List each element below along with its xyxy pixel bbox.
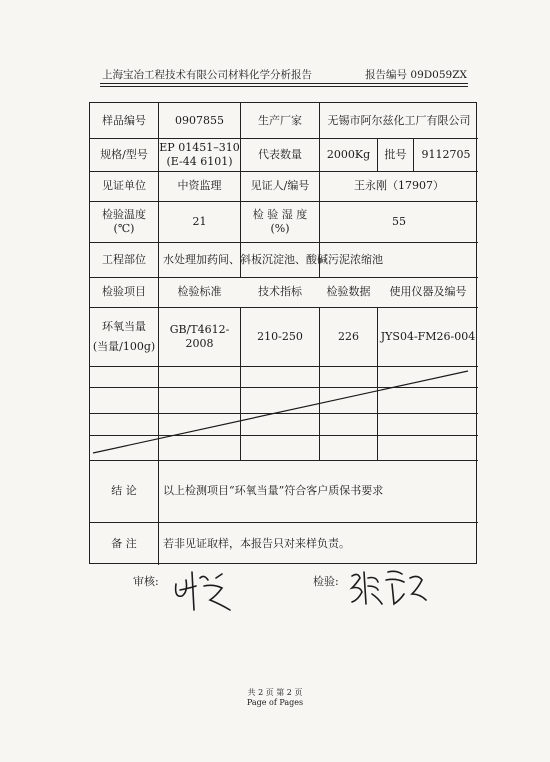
header-instrument: 使用仪器及编号 (389, 285, 467, 298)
header-test-data: 检验数据 (326, 285, 371, 298)
value-quantity: 2000Kg (326, 147, 371, 161)
company-title: 上海宝冶工程技术有限公司材料化学分析报告 (102, 69, 312, 81)
label-project-location: 工程部位 (102, 252, 146, 266)
report-table (89, 102, 477, 564)
page-count: 共 2 页 第 2 页 (247, 688, 303, 697)
label-quantity: 代表数量 (258, 147, 302, 161)
label-witness-person: 见证人/编号 (250, 179, 310, 192)
label-witness-unit: 见证单位 (102, 179, 146, 192)
test-item-line2: (当量/100g) (92, 339, 156, 353)
reviewer-label: 审核: (133, 575, 159, 588)
value-instrument: JYS04-FM26-004 (380, 329, 476, 343)
test-item-line1: 环氧当量 (101, 319, 146, 333)
reviewer-signature (170, 566, 250, 616)
spec-model-line1: EP 01451–310 (159, 140, 240, 154)
header-rule-thin (100, 86, 468, 87)
header-test-item: 检验项目 (102, 285, 146, 298)
report-number: 报告编号 09D059ZX (365, 69, 467, 81)
value-test-temperature: 21 (192, 214, 207, 228)
value-test-humidity: 55 (392, 214, 406, 228)
header-rule (100, 83, 468, 84)
label-manufacturer: 生产厂家 (258, 113, 302, 127)
label-spec-model: 规格/型号 (100, 147, 148, 161)
label-remark: 备 注 (111, 536, 137, 550)
value-sample-no: 0907855 (175, 113, 224, 127)
header-test-standard: 检验标准 (177, 285, 222, 298)
value-witness-person: 王永刚（17907） (354, 179, 444, 192)
inspector-label: 检验: (313, 575, 339, 588)
value-manufacturer: 无锡市阿尔兹化工厂有限公司 (327, 113, 471, 127)
value-witness-unit: 中资监理 (177, 179, 222, 192)
value-test-standard: GB/T4612-2008 (169, 322, 230, 350)
inspector-signature (348, 564, 438, 608)
page-count-en: Page of Pages (246, 698, 304, 707)
spec-model-line2: (E-44 6101) (166, 154, 233, 168)
label-sample-no: 样品编号 (102, 113, 146, 127)
label-batch-no: 批号 (384, 147, 407, 161)
humidity-label-line2: (%) (270, 221, 290, 235)
value-conclusion: 以上检测项目“环氧当量”符合客户质保书要求 (163, 484, 384, 497)
temperature-label-line2: (℃) (113, 221, 135, 235)
value-project-location: 水处理加药间、斜板沉淀池、酸碱污泥浓缩池 (163, 252, 383, 266)
report-header (102, 67, 467, 83)
value-remark: 若非见证取样，本报告只对来样负责。 (163, 536, 350, 550)
label-conclusion: 结 论 (111, 484, 137, 497)
temperature-label-line1: 检验温度 (102, 207, 146, 221)
value-batch-no: 9112705 (421, 147, 471, 161)
humidity-label-line1: 检 验 湿 度 (252, 207, 308, 221)
value-technical-spec: 210-250 (257, 329, 303, 343)
header-technical-spec: 技术指标 (258, 285, 302, 298)
value-test-data: 226 (338, 329, 359, 343)
